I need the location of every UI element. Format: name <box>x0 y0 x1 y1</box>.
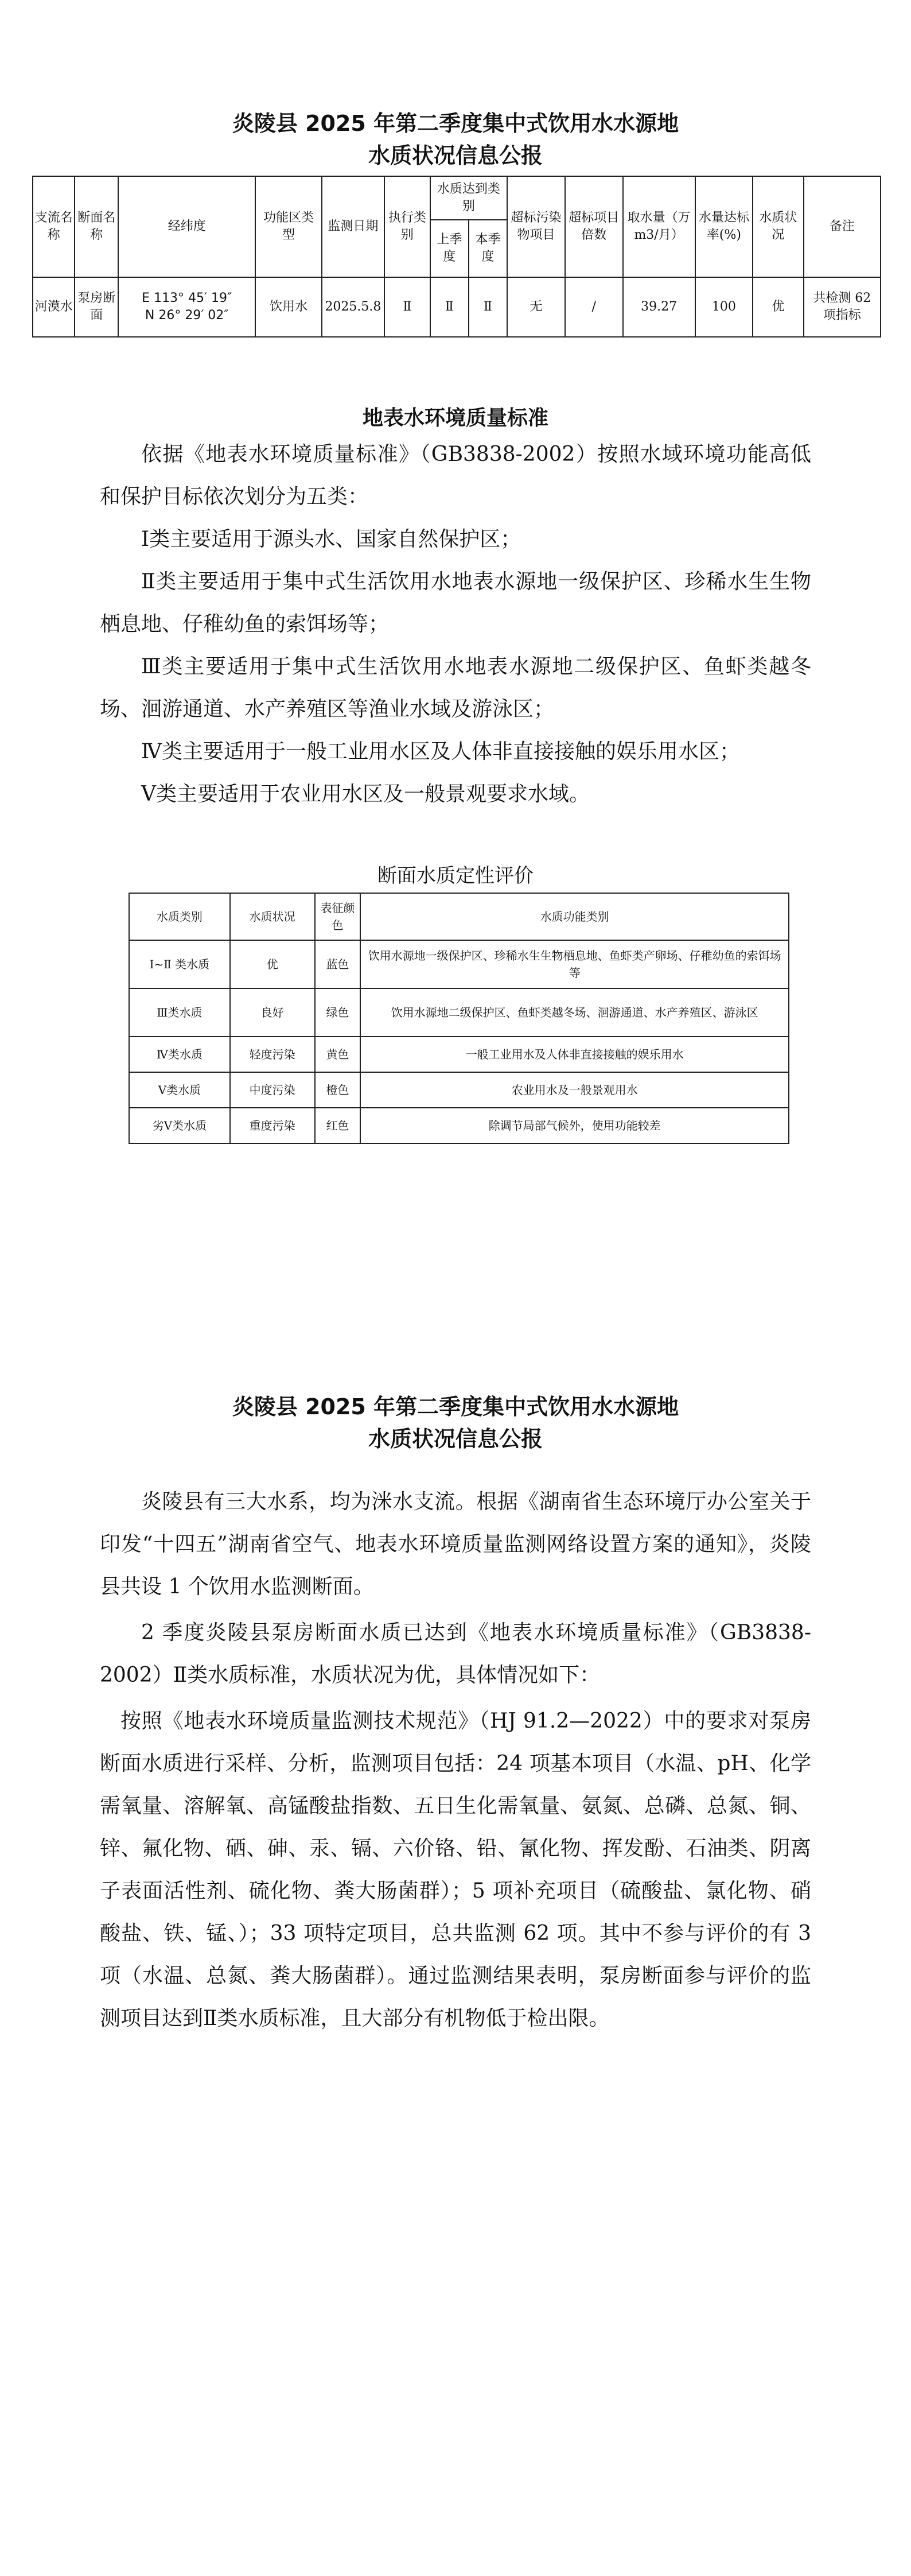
table-row <box>129 1108 789 1143</box>
header-exceed-multiple: 超标项目倍数 <box>565 176 623 277</box>
standard-para-class4: Ⅳ类主要适用于一般工业用水区及人体非直接接触的娱乐用水区； <box>141 740 740 763</box>
cell-water-intake: 39.27 <box>623 277 695 337</box>
standard-title: 地表水环境质量标准 <box>362 406 548 430</box>
standard-para-class3: Ⅲ类主要适用于集中式生活饮用水地表水源地二级保护区、鱼虾类越冬场、洄游通道、水产养殖区等渔业水域及游泳区； <box>100 655 811 721</box>
table-row <box>129 988 789 1037</box>
eval-cell: 中度污染 <box>230 1072 315 1108</box>
header-quality-class: 水质达到类别 <box>430 176 507 220</box>
header-function-type: 功能区类型 <box>255 176 321 277</box>
header-last-quarter: 上季度 <box>430 220 469 277</box>
standard-para-class2: Ⅱ类主要适用于集中式生活饮用水地表水源地一级保护区、珍稀水生生物栖息地、仔稚幼鱼的索饵场等； <box>100 570 811 636</box>
eval-cell: Ⅲ类水质 <box>129 988 230 1037</box>
eval-header-status: 水质状况 <box>230 893 315 940</box>
eval-cell: 良好 <box>230 988 315 1037</box>
cell-exceed-items: 无 <box>507 277 565 337</box>
header-remarks: 备注 <box>804 176 881 277</box>
cell-section: 泵房断面 <box>75 277 118 337</box>
table-row <box>33 277 881 337</box>
page2-title-line1: 炎陵县 2025 年第二季度集中式饮用水水源地 <box>232 1394 679 1419</box>
eval-header-function: 水质功能类别 <box>360 893 789 940</box>
eval-cell: 轻度污染 <box>230 1037 315 1072</box>
eval-cell: 一般工业用水及人体非直接接触的娱乐用水 <box>360 1037 789 1072</box>
cell-last-quarter: Ⅱ <box>430 277 469 337</box>
header-exceed-items: 超标污染物项目 <box>507 176 565 277</box>
cell-exceed-multiple: / <box>565 277 623 337</box>
cell-tributary: 河漠水 <box>33 277 75 337</box>
eval-cell: 饮用水源地一级保护区、珍稀水生生物栖息地、鱼虾类产卵场、仔稚幼鱼的索饵场等 <box>360 940 789 988</box>
page1-title-line2: 水质状况信息公报 <box>368 143 543 168</box>
cell-longitude: E 113° 45′ 19″ <box>142 291 232 305</box>
standard-text <box>100 433 811 816</box>
standard-para-intro: 依据《地表水环境质量标准》（GB3838-2002）按照水域环境功能高低和保护目标依次划分为五类： <box>100 443 811 509</box>
eval-cell: 蓝色 <box>315 940 361 988</box>
eval-cell: Ⅰ~Ⅱ 类水质 <box>129 940 230 988</box>
cell-volume-rate: 100 <box>695 277 753 337</box>
report-para-method: 按照《地表水环境质量监测技术规范》（HJ 91.2—2022）中的要求对泵房断面水质进行采样、分析，监测项目包括：24 项基本项目（水温、pH、化学需氧量、溶解氧、高锰酸盐指数、五日生化需氧量、氨氮、总磷、总氮、铜、锌、氟化物、硒、砷、汞、镉、六价铬、铅、氰化物、挥发酚、石油类、阴离子表面活性剂、硫化物、粪大肠菌群）；5 项补充项目（硫酸盐、氯化物、硝酸盐、铁、锰、）；33 项特定项目，总共监测 62 项。其中不参与评价的有 3 项（水温、总氮、粪大肠菌群）。通过监测结果表明，泵房断面参与评价的监测项目达到Ⅱ类水质标准，且大部分有机物低于检出限。 <box>100 1709 811 2030</box>
header-section: 断面名称 <box>75 176 118 277</box>
eval-title: 断面水质定性评价 <box>377 864 534 887</box>
page1-title-line1: 炎陵县 2025 年第二季度集中式饮用水水源地 <box>232 111 679 136</box>
eval-cell: 优 <box>230 940 315 988</box>
header-tributary: 支流名称 <box>33 176 75 277</box>
header-quality-status: 水质状况 <box>753 176 803 277</box>
table-row <box>129 1072 789 1108</box>
report-body <box>100 1481 811 2040</box>
header-volume-rate: 水量达标率(%) <box>695 176 753 277</box>
header-water-intake: 取水量（万m3/月） <box>623 176 695 277</box>
eval-cell: 农业用水及一般景观用水 <box>360 1072 789 1108</box>
eval-cell: 重度污染 <box>230 1108 315 1143</box>
standard-para-class5: Ⅴ类主要适用于农业用水区及一般景观要求水域。 <box>141 782 590 806</box>
cell-this-quarter: Ⅱ <box>469 277 507 337</box>
eval-cell: 饮用水源地二级保护区、鱼虾类越冬场、洄游通道、水产养殖区、游泳区 <box>360 988 789 1037</box>
cell-monitor-date: 2025.5.8 <box>322 277 384 337</box>
evaluation-table <box>129 893 789 1144</box>
table-row <box>129 940 789 988</box>
eval-cell: 除调节局部气候外，使用功能较差 <box>360 1108 789 1143</box>
report-para-rivers: 炎陵县有三大水系，均为洣水支流。根据《湖南省生态环境厅办公室关于印发“十四五”湖南省空气、地表水环境质量监测网络设置方案的通知》，炎陵县共设 1 个饮用水监测断面。 <box>100 1490 811 1599</box>
table-row <box>129 1037 789 1072</box>
standard-para-class1: Ⅰ类主要适用于源头水、国家自然保护区； <box>141 527 521 551</box>
header-this-quarter: 本季度 <box>469 220 507 277</box>
header-monitor-date: 监测日期 <box>322 176 384 277</box>
page2-title-line2: 水质状况信息公报 <box>368 1426 543 1452</box>
cell-exec-class: Ⅱ <box>384 277 430 337</box>
eval-cell: 劣Ⅴ类水质 <box>129 1108 230 1143</box>
cell-coordinates <box>118 277 255 337</box>
eval-cell: 黄色 <box>315 1037 361 1072</box>
eval-cell: Ⅴ类水质 <box>129 1072 230 1108</box>
eval-header-color: 表征颜色 <box>315 893 361 940</box>
cell-remarks: 共检测 62 项指标 <box>804 277 881 337</box>
eval-cell: 橙色 <box>315 1072 361 1108</box>
header-exec-class: 执行类别 <box>384 176 430 277</box>
eval-cell: Ⅳ类水质 <box>129 1037 230 1072</box>
header-coordinates: 经纬度 <box>118 176 255 277</box>
cell-quality-status: 优 <box>753 277 803 337</box>
eval-cell: 绿色 <box>315 988 361 1037</box>
cell-latitude: N 26° 29′ 02″ <box>145 308 229 323</box>
monitoring-table <box>32 176 881 337</box>
eval-cell: 红色 <box>315 1108 361 1143</box>
report-para-result: 2 季度炎陵县泵房断面水质已达到《地表水环境质量标准》（GB3838-2002）Ⅱ类水质标准，水质状况为优，具体情况如下： <box>100 1621 811 1687</box>
cell-function-type: 饮用水 <box>255 277 321 337</box>
eval-header-class: 水质类别 <box>129 893 230 940</box>
